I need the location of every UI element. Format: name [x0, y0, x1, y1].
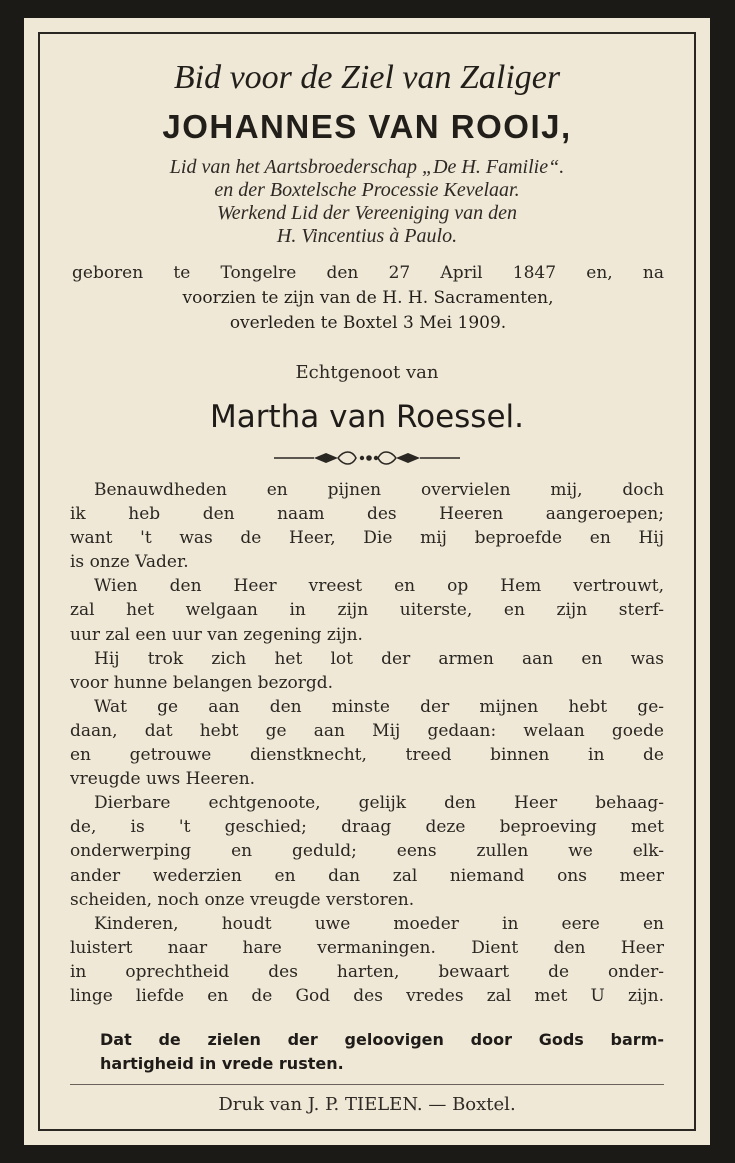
paragraph — [70, 647, 664, 695]
affiliation-line: Lid van het Aartsbroederschap „De H. Familie“. — [169, 156, 565, 178]
text-line: onderwerping en geduld; eens zullen we elk- — [70, 841, 664, 862]
affiliations — [24, 156, 710, 248]
text-line: ik heb den naam des Heeren aangeroepen; — [70, 504, 664, 525]
text-line: Wat ge aan den minste der mijnen hebt ge- — [94, 696, 664, 717]
consolation-text — [70, 478, 664, 1008]
text-line: zal het welgaan in zijn uiterste, en zijn sterf- — [70, 600, 664, 621]
spouse-name: Martha van Roessel. — [209, 399, 524, 435]
divider-rule — [70, 1084, 664, 1085]
paragraph — [70, 574, 664, 646]
text-line: Kinderen, houdt uwe moeder in eere en — [94, 913, 664, 934]
affiliation-line: H. Vincentius à Paulo. — [276, 225, 458, 247]
prayer-line: Dat de zielen der geloovigen door Gods barm- — [100, 1030, 664, 1049]
deceased-name: JOHANNES VAN ROOIJ, — [162, 108, 572, 145]
text-line: linge liefde en de God des vredes zal met U zijn. — [70, 985, 664, 1006]
text-line: scheiden, noch onze vreugde verstoren. — [70, 889, 415, 910]
affiliation-line: en der Boxtelsche Processie Kevelaar. — [214, 179, 520, 201]
text-line: Dierbare echtgenoote, gelijk den Heer behaag- — [94, 793, 664, 814]
biography-line: overleden te Boxtel 3 Mei 1909. — [229, 313, 507, 333]
printer-imprint: Druk van J. P. TIELEN. — Boxtel. — [218, 1094, 516, 1115]
paragraph — [70, 478, 664, 574]
closing-prayer — [100, 1028, 664, 1076]
text-line: Hij trok zich het lot der armen aan en was — [94, 648, 664, 669]
text-line: in oprechtheid des harten, bewaart de onder- — [70, 961, 664, 982]
biography-line: voorzien te zijn van de H. H. Sacramenten, — [182, 288, 554, 308]
text-line: de, is 't geschied; draag deze beproeving met — [70, 817, 664, 838]
spouse-label: Echtgenoot van — [295, 362, 439, 383]
text-line: is onze Vader. — [70, 552, 189, 573]
decorative-divider-icon — [272, 446, 462, 470]
text-line: ander wederzien en dan zal niemand ons meer — [70, 865, 664, 886]
text-line: luistert naar hare vermaningen. Dient den Heer — [70, 937, 664, 958]
text-line: daan, dat hebt ge aan Mij gedaan: welaan goede — [70, 720, 664, 741]
invocation-heading: Bid voor de Ziel van Zaliger — [173, 59, 561, 96]
text-line: vreugde uws Heeren. — [70, 769, 256, 790]
prayer-line: hartigheid in vrede rusten. — [100, 1054, 344, 1073]
affiliation-line: Werkend Lid der Vereeniging van den — [216, 202, 518, 224]
text-line: voor hunne belangen bezorgd. — [70, 672, 334, 693]
memorial-card — [24, 18, 710, 1145]
text-line: uur zal een uur van zegening zijn. — [70, 624, 363, 645]
paragraph — [70, 912, 664, 1008]
text-line: Benauwdheden en pijnen overvielen mij, doch — [94, 480, 664, 500]
biography — [72, 261, 664, 336]
text-line: en getrouwe dienstknecht, treed binnen in de — [70, 745, 664, 766]
paragraph — [70, 695, 664, 791]
paragraph — [70, 791, 664, 911]
biography-line: geboren te Tongelre den 27 April 1847 en, na — [72, 263, 664, 283]
text-line: want 't was de Heer, Die mij beproefde en Hij — [70, 528, 664, 549]
text-line: Wien den Heer vreest en op Hem vertrouwt, — [94, 576, 664, 597]
